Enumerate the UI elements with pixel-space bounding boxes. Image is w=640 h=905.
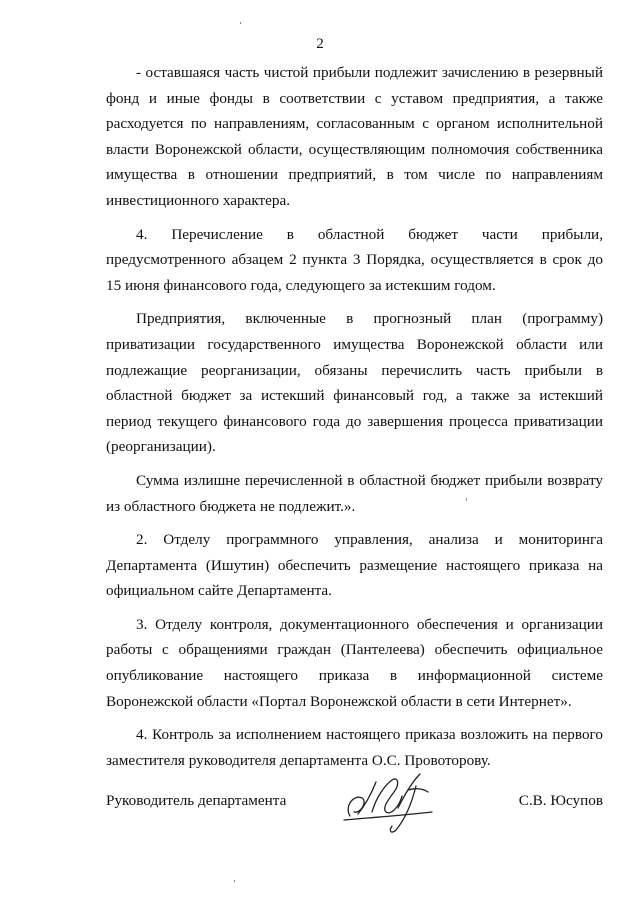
paragraph-transfer-deadline: 4. Перечисление в областной бюджет части прибыли, предусмотренного абзацем 2 пункта 3 Порядка, осуществляется в срок до 15 июня финансового года, следующего за истекшим годом. [106,225,603,294]
scan-mark [240,22,241,24]
page-number: 2 [316,36,324,52]
paragraph-control: 4. Контроль за исполнением настоящего приказа возложить на первого заместителя руководителя департамента О.С. Провоторову. [106,726,603,769]
paragraph-privatization: Предприятия, включенные в прогнозный план (программу) приватизации государственного имущества Воронежской области или подлежащие реорганизации, обязаны перечислить часть прибыли в областной бюджет за истекший финансовый год, а также за истекший период текущего финансового года до завершения процесса приватизации (реорганизации). [106,310,603,456]
scan-mark [466,498,467,501]
handwritten-signature [336,768,446,838]
signatory-name: С.В. Юсупов [518,792,603,809]
paragraph-website-publication: 2. Отделу программного управления, анализа и мониторинга Департамента (Ишутин) обеспечить размещение настоящего приказа на официальном сайте Департамента. [106,531,603,600]
paragraph-overpayment: Сумма излишне перечисленной в областной бюджет прибыли возврату из областного бюджета не подлежит.». [106,471,603,515]
paragraph-official-publication: 3. Отделу контроля, документационного обеспечения и организации работы с обращениями граждан (Пантелеева) обеспечить официальное опубликование настоящего приказа в информационной системе Воронежской области «Портал Воронежской области в сети Интернет». [106,615,603,710]
document-body [106,60,603,773]
paragraph-profit-distribution: - оставшаяся часть чистой прибыли подлежит зачислению в резервный фонд и иные фонды в соответствии с уставом предприятия, а также расходуется по направлениям, согласованным с органом исполнительной власти Воронежской области, осуществляющим полномочия собственника имущества в отношении предприятий, в том числе по направлениям инвестиционного характера. [106,64,603,209]
scan-mark [234,880,235,882]
signatory-title: Руководитель департамента [106,792,287,809]
